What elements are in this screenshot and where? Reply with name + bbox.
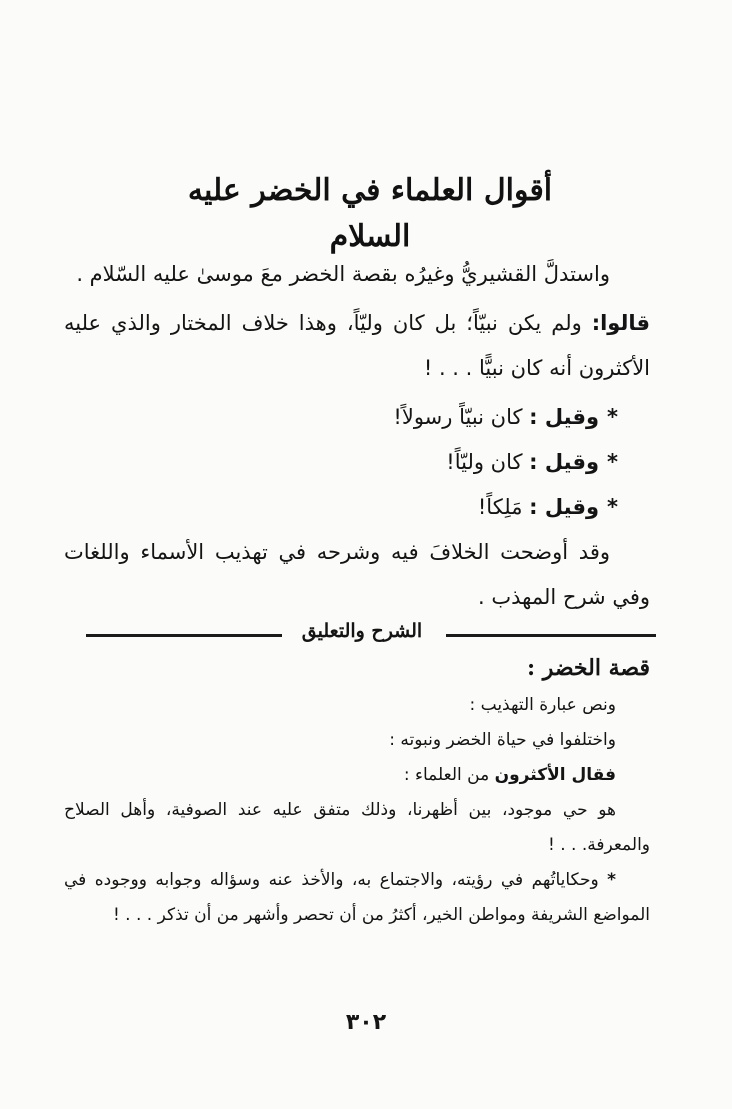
star-icon: * xyxy=(607,405,618,429)
opinion-bullet-1 xyxy=(64,395,650,440)
section-title-khidr: قصة الخضر : xyxy=(526,655,650,681)
opinion-bullet-3 xyxy=(64,485,650,530)
line-faqala-text: من العلماء : xyxy=(403,765,495,785)
keyword-qalu: قالوا: xyxy=(591,311,650,335)
main-text xyxy=(64,252,650,620)
divider-label: الشرح والتعليق xyxy=(301,620,423,642)
star-icon: * xyxy=(607,450,618,474)
divider-rule-right xyxy=(446,634,656,637)
paragraph-tahdhib: وقد أوضحت الخلافَ فيه وشرحه في تهذيب الأسماء واللغات وفي شرح المهذب . xyxy=(64,540,650,609)
commentary-text xyxy=(64,648,650,933)
line-ikhtalafu: واختلفوا في حياة الخضر ونبوته : xyxy=(389,730,616,750)
opinion-bullet-2 xyxy=(64,440,650,485)
paragraph-hayy: هو حي موجود، بين أظهرنا، وذلك متفق عليه عند الصوفية، وأهل الصلاح والمعرفة. . . ! xyxy=(64,800,650,855)
chapter-heading: أقوال العلماء في الخضر عليه السلام xyxy=(187,173,553,254)
commentary-divider xyxy=(82,614,662,648)
keyword-qila: وقيل : xyxy=(529,405,600,429)
opinion-text: مَلِكاً! xyxy=(477,495,530,519)
keyword-qila: وقيل : xyxy=(529,495,600,519)
paragraph-hikayat-text: وحكاياتُهم في رؤيته، والاجتماع به، والأخذ عنه وسؤاله وجوابه ووجوده في المواضع الشريفة ومواطن الخير، أكثرُ من أن تحصر وأشهر من أن تذكر . . . ! xyxy=(64,870,650,925)
paragraph-hikayat xyxy=(64,863,650,933)
line-faqala xyxy=(64,758,650,793)
keyword-faqala: فقال الأكثرون xyxy=(494,765,616,785)
opinion-text: كان وليّاً! xyxy=(446,450,530,474)
star-icon: * xyxy=(607,870,616,890)
paragraph-qushayri: واستدلَّ القشيريُّ وغيرُه بقصة الخضر معَ موسىٰ عليه السّلام . xyxy=(76,262,610,286)
paragraph-qalu-text: ولم يكن نبيّاً؛ بل كان وليّاً، وهذا خلاف المختار والذي عليه الأكثرون أنه كان نبيًّا . . . ! xyxy=(64,311,650,380)
divider-rule-left xyxy=(86,634,282,637)
opinion-text: كان نبيّاً رسولاً! xyxy=(393,405,530,429)
paragraph-qalu xyxy=(64,301,650,391)
page-number: ٣٠٢ xyxy=(345,1010,387,1035)
line-tahdhib-text: ونص عبارة التهذيب : xyxy=(469,695,616,715)
keyword-qila: وقيل : xyxy=(529,450,600,474)
star-icon: * xyxy=(607,495,618,519)
